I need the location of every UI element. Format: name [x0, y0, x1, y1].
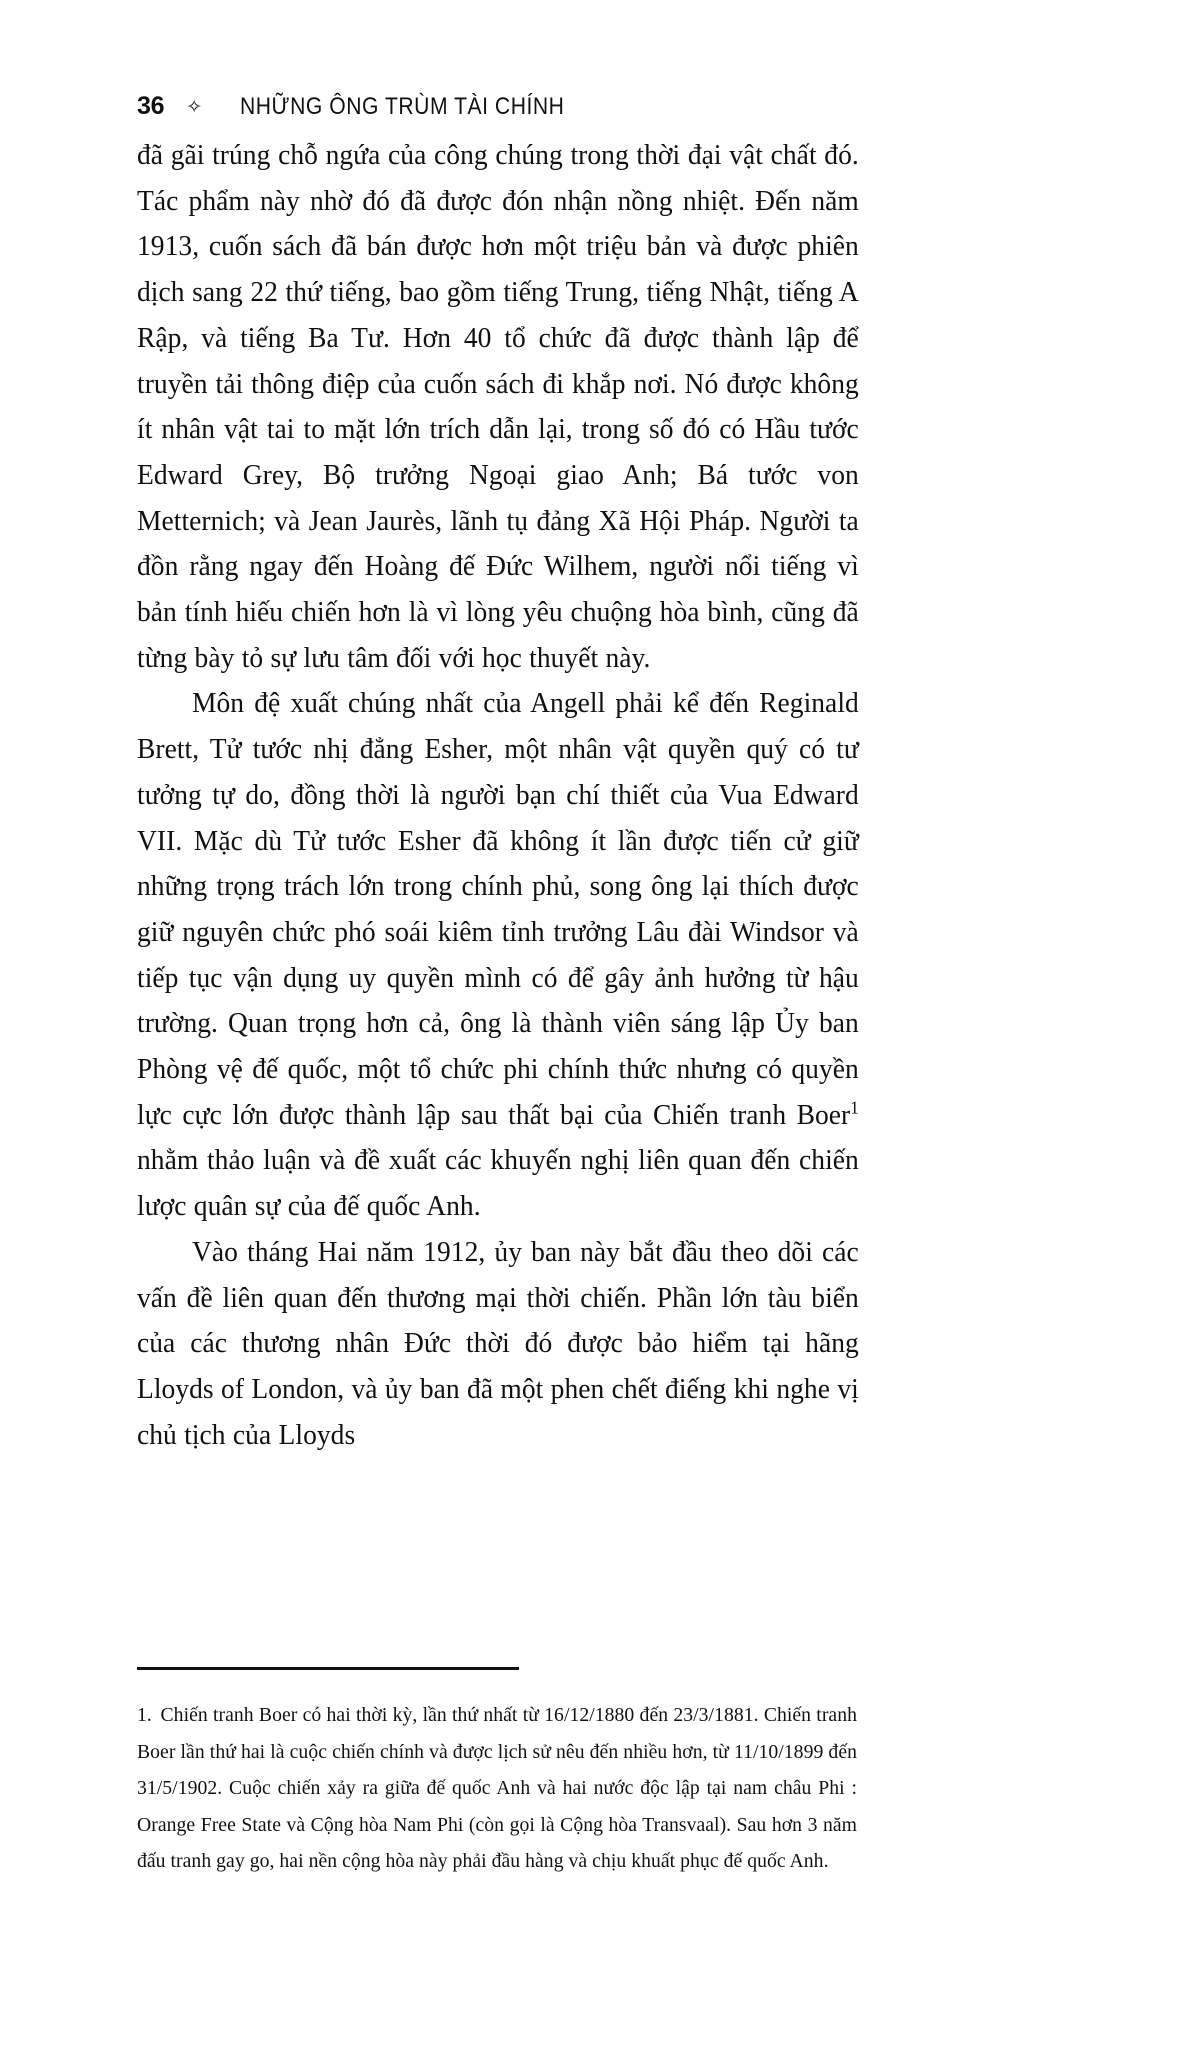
- footnote-reference-1[interactable]: 1: [850, 1097, 859, 1118]
- footnote-separator-rule: [137, 1667, 519, 1670]
- paragraph-2: [137, 681, 859, 1229]
- footnote-number: 1.: [137, 1704, 152, 1726]
- footnote-block: [137, 1697, 857, 1880]
- body-text-block: [137, 133, 885, 1458]
- diamond-ornament-icon: ✧: [186, 96, 203, 118]
- paragraph-1: đã gãi trúng chỗ ngứa của công chúng trong thời đại vật chất đó. Tác phẩm này nhờ đó đã được đón nhận nồng nhiệt. Đến năm 1913, cuốn sách đã bán được hơn một triệu bản và được phiên dịch sang 22 thứ tiếng, bao gồm tiếng Trung, tiếng Nhật, tiếng A Rập, và tiếng Ba Tư. Hơn 40 tổ chức đã được thành lập để truyền tải thông điệp của cuốn sách đi khắp nơi. Nó được không ít nhân vật tai to mặt lớn trích dẫn lại, trong số đó có Hầu tước Edward Grey, Bộ trưởng Ngoại giao Anh; Bá tước von Metternich; và Jean Jaurès, lãnh tụ đảng Xã Hội Pháp. Người ta đồn rằng ngay đến Hoàng đế Đức Wilhem, người nổi tiếng vì bản tính hiếu chiến hơn là vì lòng yêu chuộng hòa bình, cũng đã từng bày tỏ sự lưu tâm đối với học thuyết này.: [137, 140, 859, 674]
- paragraph-2-tail: nhằm thảo luận và đề xuất các khuyến nghị liên quan đến chiến lược quân sự của đế quốc Anh.: [137, 1145, 859, 1223]
- footnote-text: Chiến tranh Boer có hai thời kỳ, lần thứ nhất từ 16/12/1880 đến 23/3/1881. Chiến tranh Boer lần thứ hai là cuộc chiến chính và được lịch sử nêu đến nhiều hơn, từ 11/10/1899 đến 31/5/1902. Cuộc chiến xảy ra giữa đế quốc Anh và hai nước độc lập tại nam châu Phi : Orange Free State và Cộng hòa Nam Phi (còn gọi là Cộng hòa Transvaal). Sau hơn 3 năm đấu tranh gay go, hai nền cộng hòa này phải đầu hàng và chịu khuất phục đế quốc Anh.: [137, 1704, 857, 1872]
- running-title: NHỮNG ÔNG TRÙM TÀI CHÍNH: [240, 93, 565, 120]
- paragraph-3: Vào tháng Hai năm 1912, ủy ban này bắt đầu theo dõi các vấn đề liên quan đến thương mại thời chiến. Phần lớn tàu biển của các thương nhân Đức thời đó được bảo hiểm tại hãng Lloyds of London, và ủy ban đã một phen chết điếng khi nghe vị chủ tịch của Lloyds: [137, 1236, 859, 1451]
- footnote-1: [137, 1697, 857, 1880]
- page-number: 36: [137, 92, 165, 120]
- running-head: [137, 94, 609, 124]
- paragraph-2-text: Môn đệ xuất chúng nhất của Angell phải kể đến Reginald Brett, Tử tước nhị đẳng Esher, một nhân vật quyền quý có tư tưởng tự do, đồng thời là người bạn chí thiết của Vua Edward VII. Mặc dù Tử tước Esher đã không ít lần được tiến cử giữ những trọng trách lớn trong chính phủ, song ông lại thích được giữ nguyên chức phó soái kiêm tỉnh trưởng Lâu đài Windsor và tiếp tục vận dụng uy quyền mình có để gây ảnh hưởng từ hậu trường. Quan trọng hơn cả, ông là thành viên sáng lập Ủy ban Phòng vệ đế quốc, một tổ chức phi chính thức nhưng có quyền lực cực lớn được thành lập sau thất bại của Chiến tranh Boer: [137, 688, 859, 1131]
